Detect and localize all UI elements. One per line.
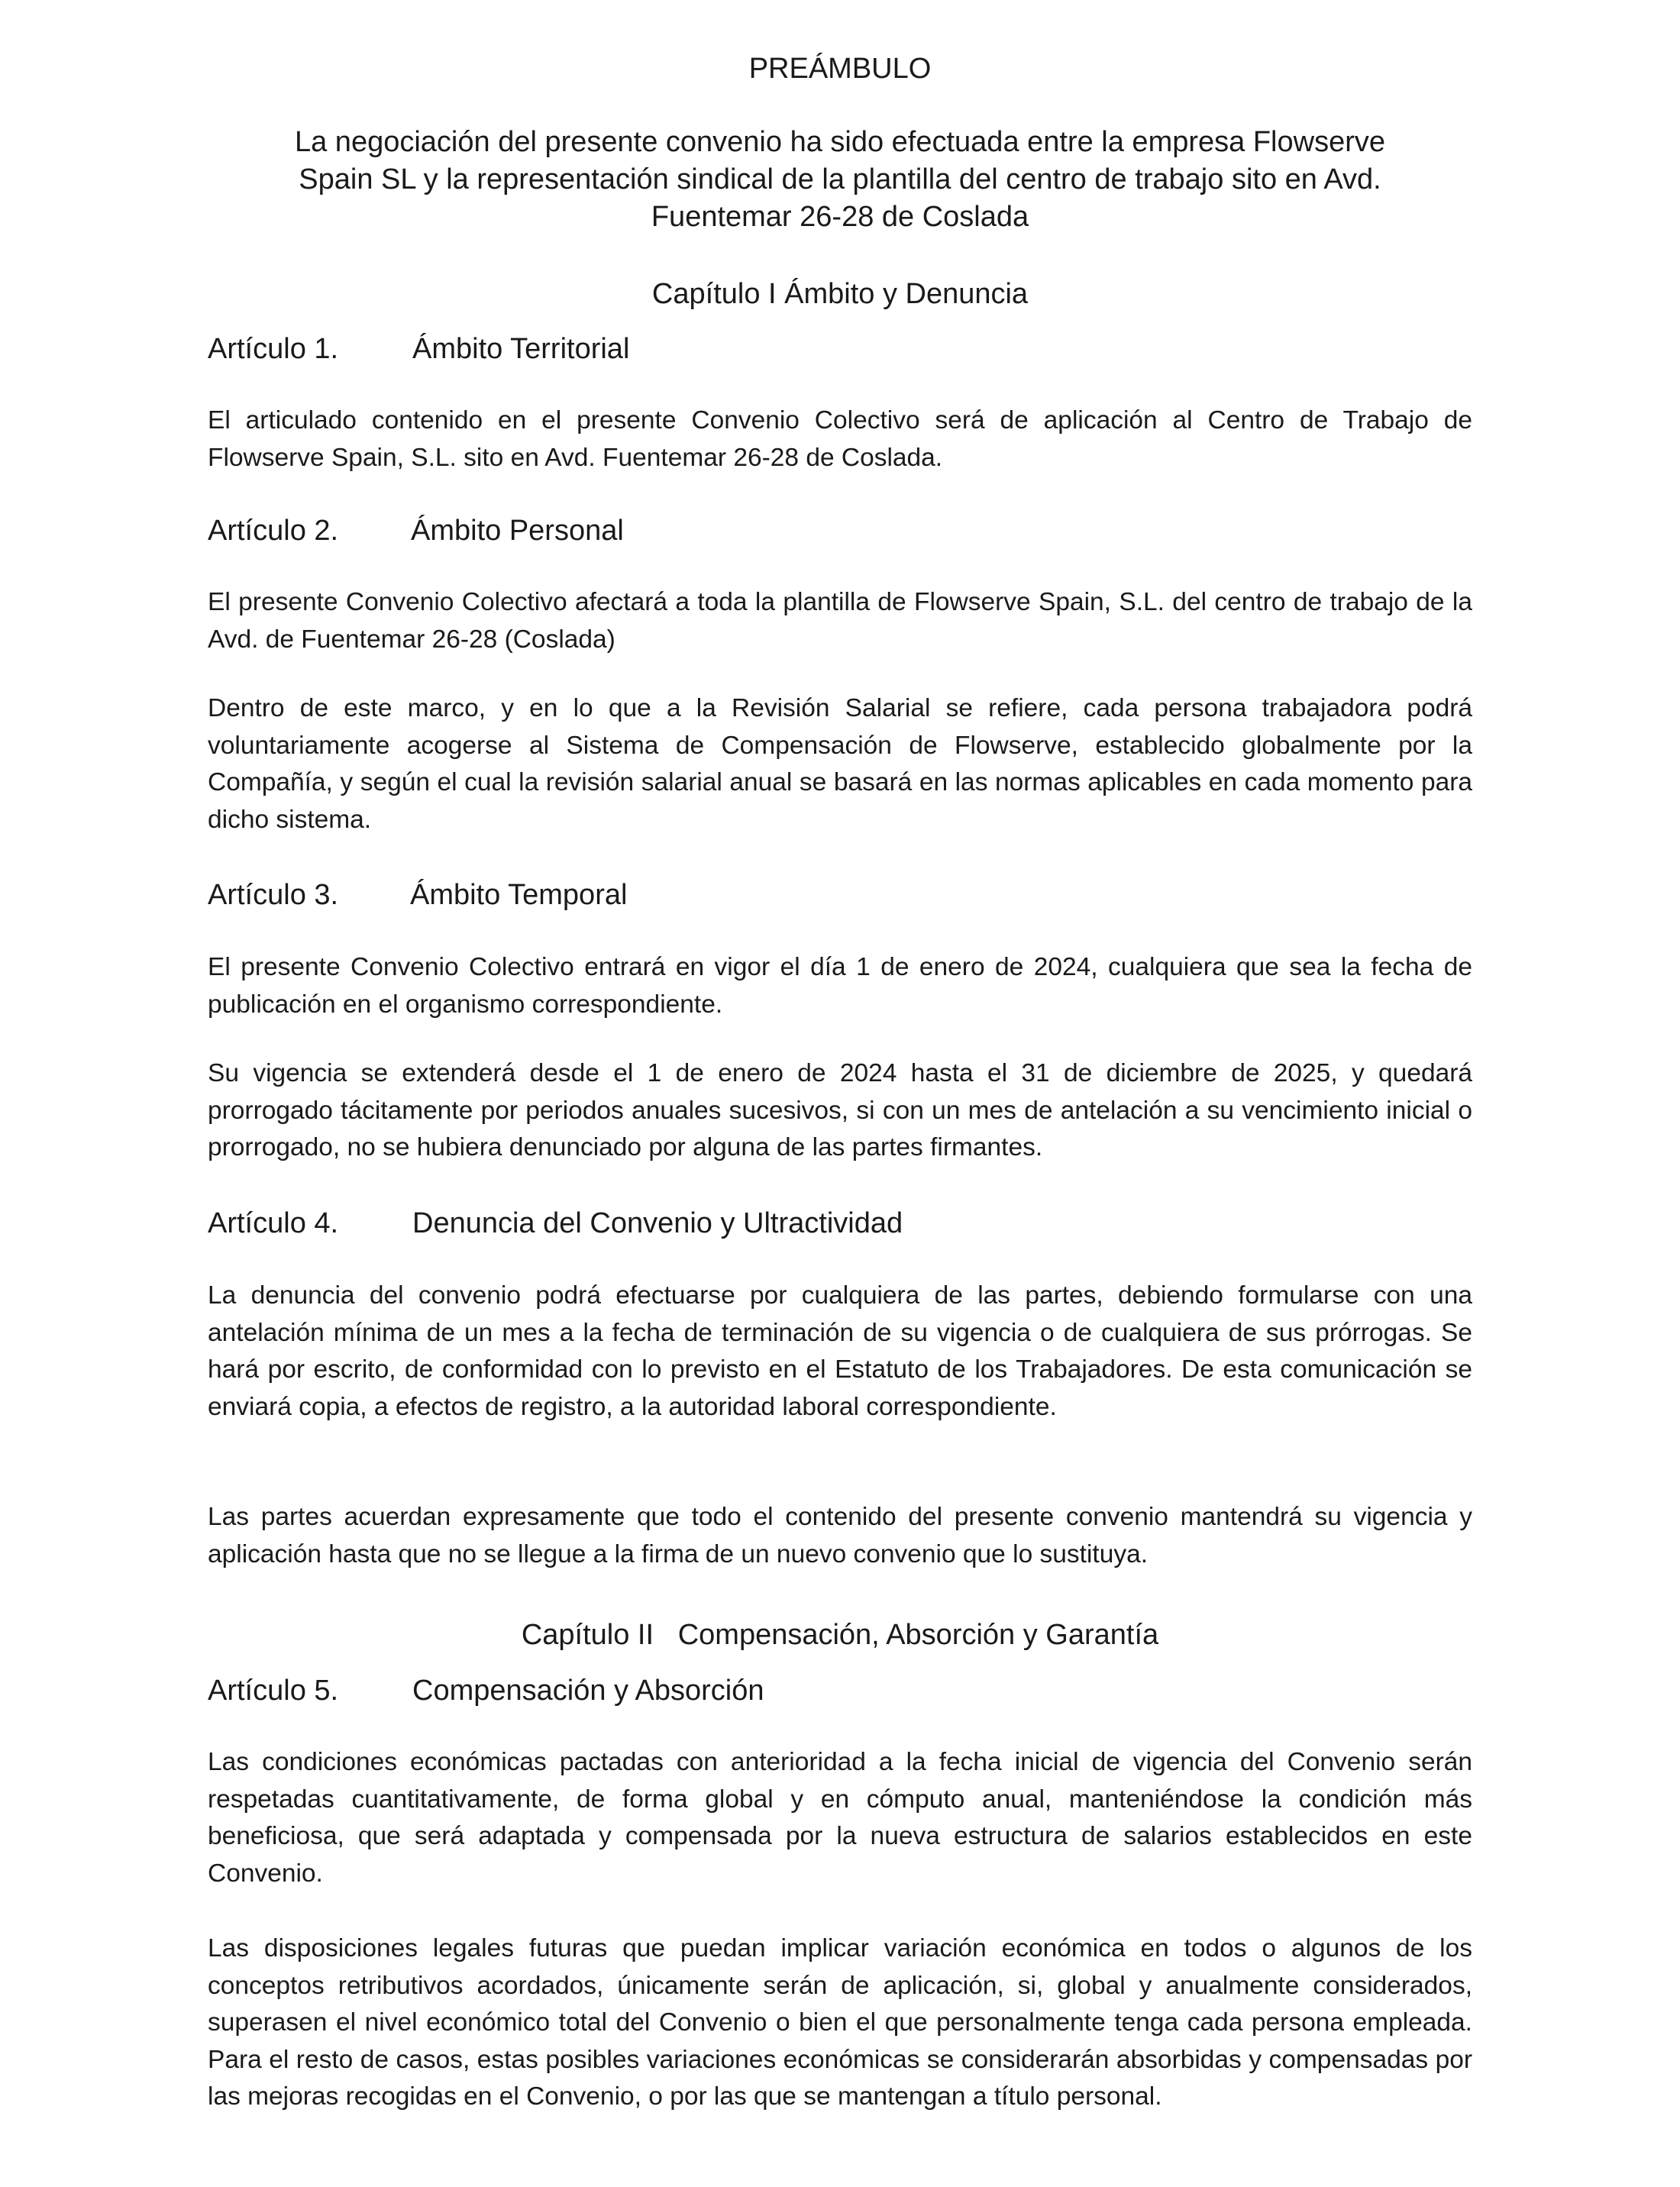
article-number: Artículo 2.: [208, 515, 339, 547]
preamble-intro-line: Fuentemar 26-28 de Coslada: [651, 201, 1029, 233]
preamble-title: PREÁMBULO: [748, 53, 932, 85]
article-1-heading: [208, 331, 1472, 367]
article-4-paragraph: La denuncia del convenio podrá efectuarse por cualquiera de las partes, debiendo formularse con una antelación mínima de un mes a la fecha de terminación de su vigencia o de cualquiera de sus prórrogas. Se hará por escrito, de conformidad con lo previsto en el Estatuto de los Trabajadores. De esta comunicación se enviará copia, a efectos de registro, a la autoridad laboral correspondiente.: [208, 1281, 1472, 1421]
chapter-2-title-text: Capítulo II Compensación, Absorción y Garantía: [521, 1619, 1159, 1651]
preamble-intro-line: La negociación del presente convenio ha sido efectuada entre la empresa Flowserve: [294, 126, 1385, 158]
article-number: Artículo 3.: [208, 879, 339, 911]
article-4-paragraph: Las partes acuerdan expresamente que todo el contenido del presente convenio mantendrá su vigencia y aplicación hasta que no se llegue a la firma de un nuevo convenio que lo sustituya.: [208, 1503, 1472, 1568]
article-title: Compensación y Absorción: [412, 1675, 764, 1707]
preamble-intro: [208, 124, 1472, 236]
article-title: Ámbito Personal: [411, 515, 624, 547]
article-number: Artículo 5.: [208, 1675, 339, 1707]
article-2-paragraph: El presente Convenio Colectivo afectará a toda la plantilla de Flowserve Spain, S.L. del centro de trabajo de la Avd. de Fuentemar 26-28 (Coslada): [208, 588, 1472, 654]
article-3-heading: [208, 877, 1472, 913]
article-2-paragraph: Dentro de este marco, y en lo que a la Revisión Salarial se refiere, cada persona trabajadora podrá voluntariamente acogerse al Sistema de Compensación de Flowserve, establecido globalmente por la Compañía, y según el cual la revisión salarial anual se basará en las normas aplicables en cada momento para dicho sistema.: [208, 694, 1472, 834]
article-1-paragraph: El articulado contenido en el presente Convenio Colectivo será de aplicación al Centro de Trabajo de Flowserve Spain, S.L. sito en Avd. Fuentemar 26-28 de Coslada.: [208, 406, 1472, 472]
preamble-intro-line: Spain SL y la representación sindical de la plantilla del centro de trabajo sito en Avd.: [299, 163, 1381, 195]
article-number: Artículo 1.: [208, 333, 339, 365]
article-5-paragraph: Las disposiciones legales futuras que puedan implicar variación económica en todos o algunos de los conceptos retributivos acordados, únicamente serán de aplicación, si, global y anualmente considerados, superasen el nivel económico total del Convenio o bien el que personalmente tenga cada persona empleada. Para el resto de casos, estas posibles variaciones económicas se considerarán absorbidas y compensadas por las mejoras recogidas en el Convenio, o por las que se mantengan a título personal.: [208, 1934, 1472, 2111]
article-5-heading: [208, 1672, 1472, 1709]
chapter-1-title: Capítulo I Ámbito y Denuncia: [651, 278, 1029, 310]
article-4-heading: [208, 1205, 1472, 1242]
article-title: Denuncia del Convenio y Ultractividad: [412, 1207, 903, 1239]
article-3-paragraph: El presente Convenio Colectivo entrará en vigor el día 1 de enero de 2024, cualquiera que sea la fecha de publicación en el organismo correspondiente.: [208, 953, 1472, 1019]
article-2-heading: [208, 512, 1472, 549]
article-5-paragraph: Las condiciones económicas pactadas con anterioridad a la fecha inicial de vigencia del Convenio serán respetadas cuantitativamente, de forma global y en cómputo anual, manteniéndose la condición más beneficiosa, que será adaptada y compensada por la nueva estructura de salarios establecidos en este Convenio.: [208, 1748, 1472, 1888]
article-title: Ámbito Temporal: [410, 879, 628, 911]
article-3-paragraph: Su vigencia se extenderá desde el 1 de enero de 2024 hasta el 31 de diciembre de 2025, y quedará prorrogado tácitamente por periodos anuales sucesivos, si con un mes de antelación a su vencimiento inicial o prorrogado, no se hubiera denunciado por alguna de las partes firmantes.: [208, 1059, 1472, 1161]
article-title: Ámbito Territorial: [412, 333, 630, 365]
article-number: Artículo 4.: [208, 1207, 339, 1239]
chapter-2-title: [208, 1617, 1472, 1653]
